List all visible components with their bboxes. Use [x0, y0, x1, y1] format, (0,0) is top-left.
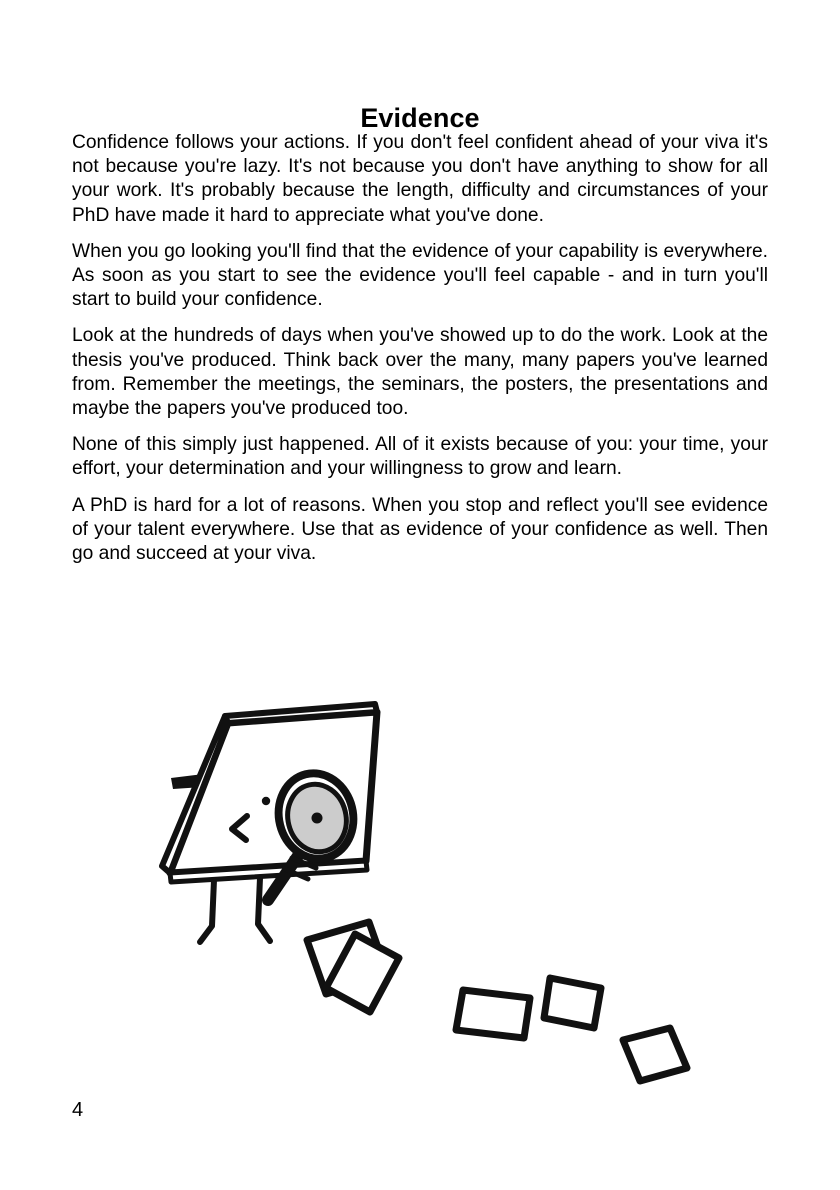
book-character-with-magnifying-glass-icon — [140, 690, 700, 1100]
scattered-paper-4 — [544, 978, 601, 1028]
page-title: Evidence — [360, 103, 480, 134]
body-text-block — [72, 131, 768, 566]
paragraph-3: Look at the hundreds of days when you've showed up to do the work. Look at the thesis you've produced. Think back over the many, many papers you've learned from. Remember the meetings, the seminars, the posters, the presentations and maybe the papers you've produced too. — [72, 325, 768, 420]
paragraph-2: When you go looking you'll find that the evidence of your capability is everywhere. As soon as you start to see the evidence you'll feel capable - and in turn you'll start to build your confidence. — [72, 240, 768, 311]
scattered-paper-3 — [456, 990, 530, 1038]
character-leg-right — [258, 878, 270, 941]
paragraph-1: Confidence follows your actions. If you don't feel confident ahead of your viva it's not because you're lazy. It's not because you don't have anything to show for all your work. It's probably because the length, difficulty and circumstances of your PhD have made it hard to appreciate what you've done. — [72, 132, 768, 226]
scattered-paper-5 — [623, 1028, 687, 1081]
paragraph-4: None of this simply just happened. All of it exists because of you: your time, your effort, your determination and your willingness to grow and learn. — [72, 434, 768, 480]
character-eye — [262, 797, 270, 805]
page-number: 4 — [72, 1099, 84, 1121]
book-character-illustration — [140, 690, 700, 1100]
character-leg-left — [200, 880, 214, 942]
paragraph-5: A PhD is hard for a lot of reasons. When you stop and reflect you'll see evidence of your talent everywhere. Use that as evidence of your confidence as well. Then go and succeed at your viva. — [72, 494, 768, 565]
magnified-eye-pupil — [312, 813, 323, 824]
